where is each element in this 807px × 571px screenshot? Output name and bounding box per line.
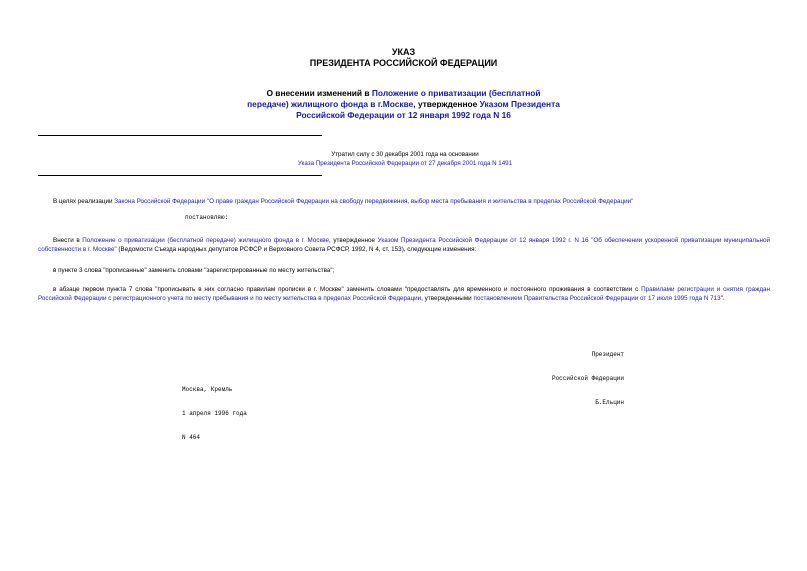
- item7-text-1: в абзаце первом пункта 7 слова "прописывать в них согласно правилам прописки в г. Москве" заменить словами "предоставлять для временного и постоянного проживания в соответствии с: [53, 286, 642, 293]
- paragraph-amendment-intro: [38, 236, 770, 254]
- amendment-text-4: (Ведомости Съезда народных депутатов РСФСР и Верховного Совета РСФСР, 1992, N 4, ст. 153), следующие изменения:: [116, 246, 477, 253]
- decree-word: постановляю:: [185, 214, 229, 221]
- status-note-text: Утратил силу с 30 декабря 2001 года на основании: [331, 151, 479, 158]
- item7-text-2: , утвержденными: [421, 295, 474, 302]
- header-line-ukaz: УКАЗ: [391, 47, 416, 57]
- amendment-text-2: , утвержденное: [329, 237, 378, 244]
- item7-link-rules[interactable]: Правилами регистрации и снятия граждан Российской Федерации с регистрационного учета по месту пребывания и по месту жительства в пределах Российской Федерации: [38, 286, 770, 302]
- document-title: [245, 88, 562, 122]
- amendment-link-decree[interactable]: Указом Президента Российской Федерации от 12 января 1992 г. N 16: [377, 237, 589, 244]
- divider-bottom: [38, 175, 322, 176]
- footer-date: 1 апреля 1996 года: [182, 410, 247, 417]
- item7-text-3: ".: [720, 295, 725, 302]
- status-note: [230, 150, 580, 168]
- amendment-text-1: Внести в: [53, 237, 83, 244]
- paragraph-item-3: в пункте 3 слова "прописанные" заменить словами "зарегистрированные по месту жительства";: [53, 267, 335, 274]
- status-note-link[interactable]: Указа Президента Российской Федерации от 27 декабря 2001 года N 1491: [297, 160, 513, 167]
- amendment-link-regulation[interactable]: Положение о приватизации (бесплатной передаче) жилищного фонда в г. Москве: [82, 237, 330, 244]
- preamble-text: В целях реализации: [53, 198, 115, 205]
- title-link-regulation[interactable]: Положение о приватизации (бесплатной передаче) жилищного фонда в г.Москве: [247, 88, 541, 110]
- paragraph-item-7: [38, 285, 770, 303]
- signature-title: Президент: [591, 351, 624, 358]
- signature-block: [540, 335, 624, 423]
- divider-top: [38, 135, 322, 136]
- footer-number: N 464: [182, 434, 201, 441]
- title-prefix: О внесении изменений в: [266, 88, 372, 98]
- header-title: [0, 47, 807, 69]
- footer-block: [182, 370, 247, 458]
- preamble-link-law[interactable]: Закона Российской Федерации "О праве граждан Российской Федерации на свободу передвижения, выбор места пребывания и жительства в пределах Российской Федерации": [114, 198, 634, 205]
- amendment-link-decree-title[interactable]: "Об обеспечении ускоренной приватизации муниципальной собственности в г. Москве": [38, 237, 771, 253]
- header-line-president: ПРЕЗИДЕНТА РОССИЙСКОЙ ФЕДЕРАЦИИ: [309, 58, 498, 68]
- item7-link-resolution[interactable]: постановлением Правительства Российской Федерации от 17 июля 1995 года N 713: [473, 295, 721, 302]
- title-middle: , утвержденное: [413, 99, 480, 110]
- footer-place: Москва, Кремль: [182, 386, 233, 393]
- signature-name: Б.Ельцин: [595, 399, 624, 406]
- paragraph-preamble: [38, 197, 770, 206]
- title-link-decree[interactable]: Указом Президента Российской Федерации от 12 января 1992 года N 16: [296, 99, 560, 121]
- signature-country: Российской Федерации: [551, 375, 624, 382]
